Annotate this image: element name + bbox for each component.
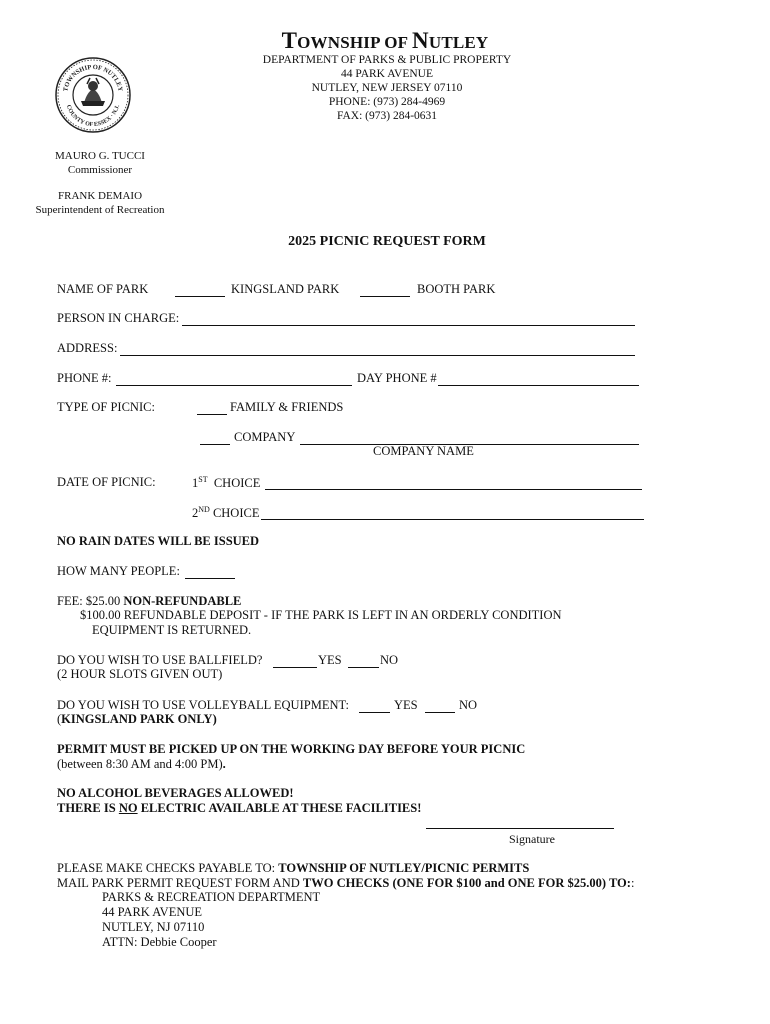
picnic-type-label: TYPE OF PICNIC:	[57, 400, 155, 414]
commissioner-name: MAURO G. TUCCI	[55, 150, 145, 162]
ballfield-question: DO YOU WISH TO USE BALLFIELD?	[57, 653, 263, 667]
superintendent-name: FRANK DEMAIO	[57, 190, 143, 202]
park-label: NAME OF PARK	[57, 282, 149, 296]
date-label: DATE OF PICNIC:	[57, 475, 156, 489]
second-choice-field[interactable]	[261, 507, 644, 520]
mailing-address	[102, 890, 320, 950]
department-fax: FAX: (973) 284-0631	[336, 110, 438, 122]
department-address: 44 PARK AVENUE	[340, 68, 434, 80]
commissioner-block	[30, 149, 170, 177]
volleyball-yes-label: YES	[394, 698, 418, 712]
ballfield-no-label: NO	[380, 653, 399, 667]
volleyball-yes-check[interactable]	[359, 700, 390, 713]
mail-instructions-line: MAIL PARK PERMIT REQUEST FORM AND TWO CHECKS (ONE FOR $100 and ONE FOR $25.00) TO::	[57, 876, 635, 890]
department-phone: PHONE: (973) 284-4969	[328, 96, 446, 108]
volleyball-question: DO YOU WISH TO USE VOLLEYBALL EQUIPMENT:	[57, 698, 349, 712]
form-title: 2025 PICNIC REQUEST FORM	[288, 234, 486, 249]
no-rain-notice: NO RAIN DATES WILL BE ISSUED	[57, 534, 260, 548]
page-title: TOWNSHIP OF NUTLEY	[281, 28, 489, 53]
mailing-address-line-1: PARKS & RECREATION DEPARTMENT	[102, 890, 321, 904]
mailing-address-line-4: ATTN: Debbie Cooper	[102, 935, 217, 949]
signature-caption: Signature	[509, 832, 555, 846]
family-friends-option: FAMILY & FRIENDS	[230, 400, 344, 414]
kingsland-park-check[interactable]	[175, 284, 225, 297]
department-name: DEPARTMENT OF PARKS & PUBLIC PROPERTY	[262, 54, 512, 66]
people-label: HOW MANY PEOPLE:	[57, 564, 180, 578]
company-check[interactable]	[200, 432, 230, 445]
people-field[interactable]	[185, 566, 235, 579]
department-block	[0, 53, 770, 123]
commissioner-role: Commissioner	[67, 164, 133, 176]
electric-notice: THERE IS NO ELECTRIC AVAILABLE AT THESE FACILITIES!	[57, 801, 422, 815]
person-in-charge-label: PERSON IN CHARGE:	[57, 311, 180, 325]
alcohol-notice: NO ALCOHOL BEVERAGES ALLOWED!	[57, 786, 294, 800]
checks-payable-line: PLEASE MAKE CHECKS PAYABLE TO: TOWNSHIP OF NUTLEY/PICNIC PERMITS	[57, 861, 530, 875]
address-label: ADDRESS:	[57, 341, 118, 355]
mailing-address-line-3: NUTLEY, NJ 07110	[102, 920, 205, 934]
mailing-address-line-2: 44 PARK AVENUE	[102, 905, 203, 919]
person-in-charge-field[interactable]	[182, 313, 635, 326]
department-city: NUTLEY, NEW JERSEY 07110	[311, 82, 463, 94]
first-choice-field[interactable]	[265, 477, 642, 490]
seal-top-text: TOWNSHIP OF NUTLEY	[62, 63, 124, 93]
company-option: COMPANY	[234, 430, 296, 444]
seal-bottom-text: COUNTY OF ESSEX · N.J.	[64, 104, 122, 129]
ballfield-note: (2 HOUR SLOTS GIVEN OUT)	[57, 667, 223, 681]
volleyball-no-label: NO	[459, 698, 478, 712]
day-phone-label: DAY PHONE #	[357, 371, 437, 385]
booth-park-check[interactable]	[360, 284, 410, 297]
address-field[interactable]	[120, 343, 635, 356]
kingsland-park-option: KINGSLAND PARK	[231, 282, 340, 296]
phone-label: PHONE #:	[57, 371, 112, 385]
fee-line: FEE: $25.00 NON-REFUNDABLE	[57, 594, 242, 608]
volleyball-no-check[interactable]	[425, 700, 455, 713]
booth-park-option: BOOTH PARK	[417, 282, 496, 296]
superintendent-role: Superintendent of Recreation	[35, 204, 165, 216]
phone-field[interactable]	[116, 373, 352, 386]
ballfield-yes-check[interactable]	[273, 655, 317, 668]
signature-field[interactable]	[426, 828, 614, 829]
company-name-caption: COMPANY NAME	[373, 444, 474, 458]
superintendent-block	[25, 189, 175, 217]
first-choice-label: 1ST CHOICE	[192, 475, 261, 491]
family-friends-check[interactable]	[197, 402, 227, 415]
permit-notice: PERMIT MUST BE PICKED UP ON THE WORKING DAY BEFORE YOUR PICNIC	[57, 742, 526, 756]
deposit-line-1: $100.00 REFUNDABLE DEPOSIT - IF THE PARK IS LEFT IN AN ORDERLY CONDITION	[80, 608, 562, 622]
volleyball-note: (KINGSLAND PARK ONLY)	[57, 712, 217, 726]
deposit-line-2: EQUIPMENT IS RETURNED.	[92, 623, 252, 637]
ballfield-no-check[interactable]	[348, 655, 379, 668]
second-choice-label: 2ND CHOICE	[192, 505, 260, 521]
ballfield-yes-label: YES	[318, 653, 342, 667]
day-phone-field[interactable]	[438, 373, 639, 386]
permit-hours: (between 8:30 AM and 4:00 PM).	[57, 757, 226, 771]
